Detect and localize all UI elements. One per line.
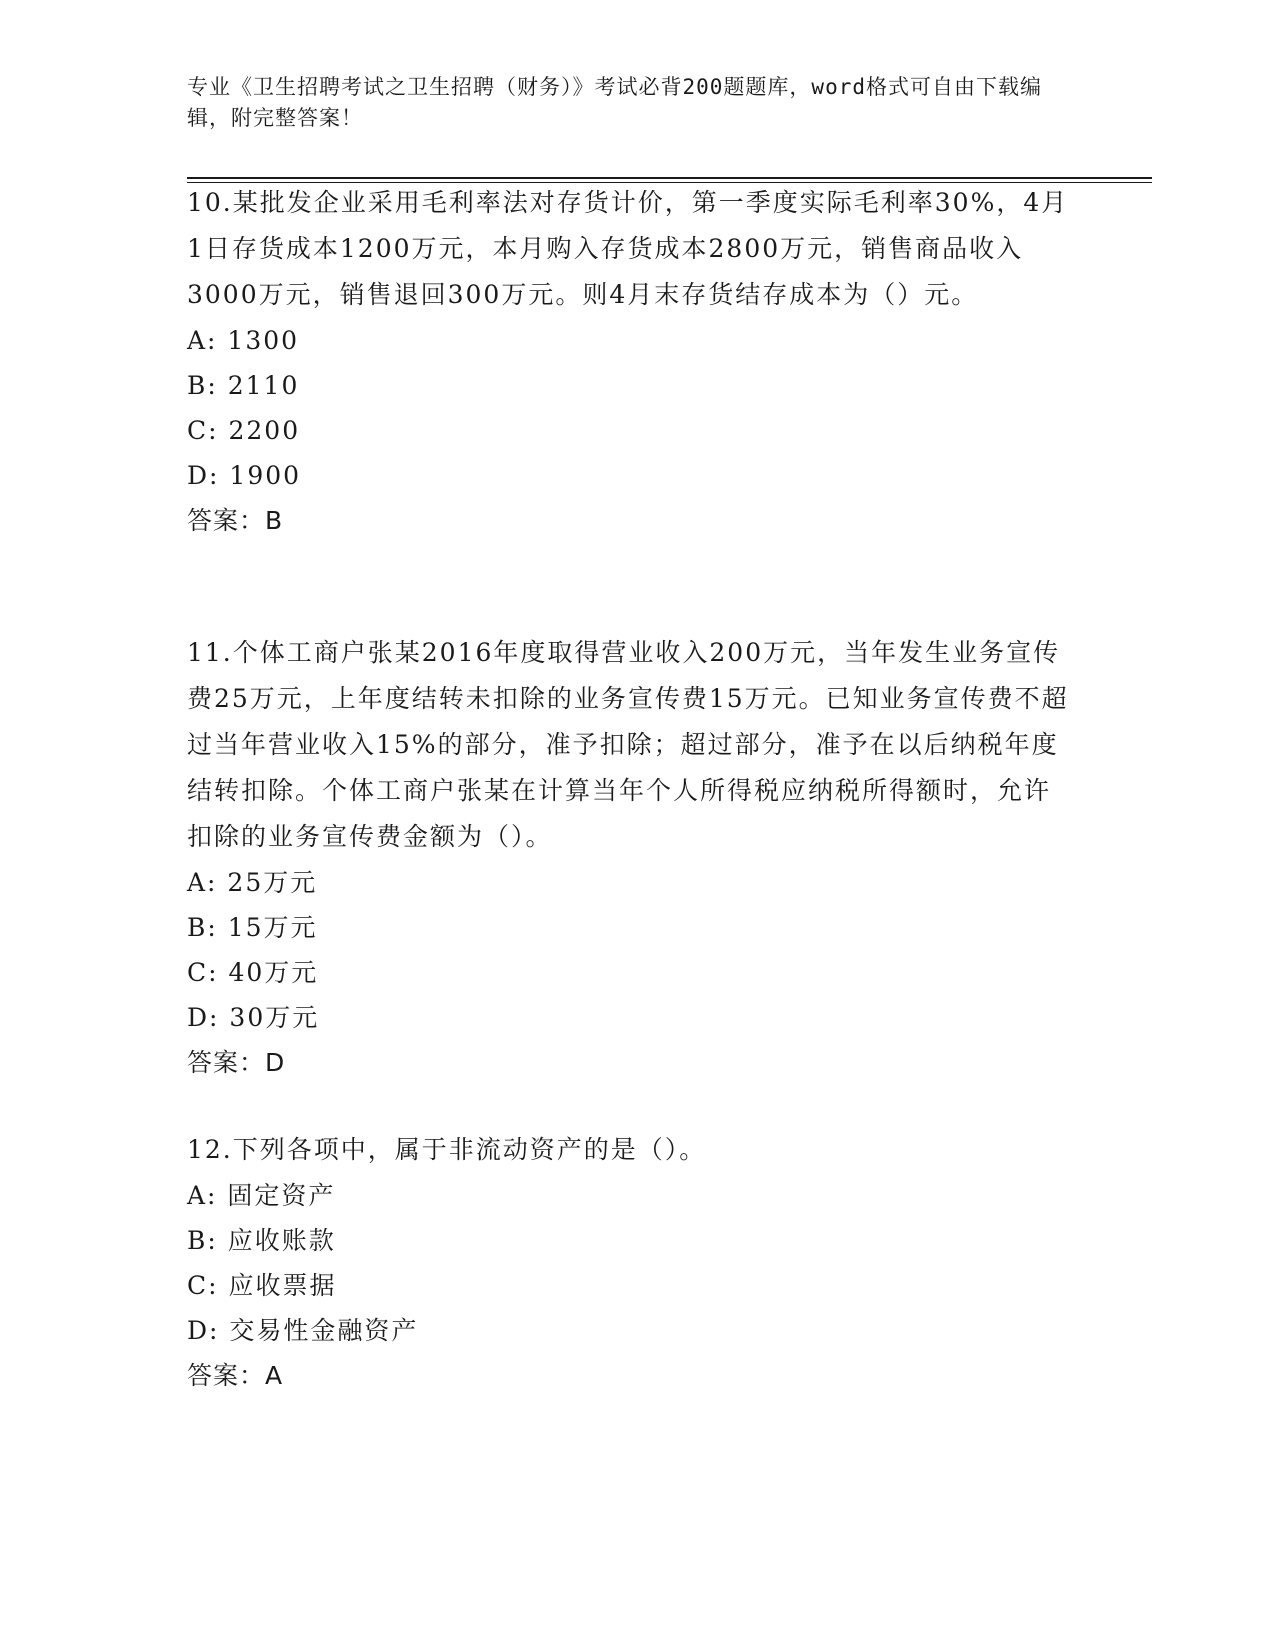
option-a: A: 固定资产 — [187, 1181, 336, 1210]
header-divider-thick — [187, 177, 1152, 179]
option-c: C: 40万元 — [187, 958, 319, 987]
answer-line: 答案：D — [187, 1048, 286, 1077]
question-stem: 10.某批发企业采用毛利率法对存货计价，第一季度实际毛利率30%，4月1日存货成本1200万元，本月购入存货成本2800万元，销售商品收入3000万元，销售退回300万元。则4月末存货结存成本为（）元。 — [187, 188, 1069, 309]
option-a: A: 25万元 — [187, 868, 318, 897]
option-d: D: 30万元 — [187, 1003, 320, 1032]
answer-line: 答案：A — [187, 1361, 284, 1390]
question-10 — [187, 180, 1087, 544]
option-d: D: 1900 — [187, 461, 302, 490]
answer-line: 答案：B — [187, 506, 284, 535]
option-b: B: 2110 — [187, 371, 300, 400]
option-c: C: 2200 — [187, 416, 301, 445]
question-11 — [187, 630, 1087, 1086]
option-b: B: 应收账款 — [187, 1226, 336, 1255]
document-header: 专业《卫生招聘考试之卫生招聘（财务）》考试必背200题题库，word格式可自由下载编辑，附完整答案！ — [187, 75, 1042, 130]
option-a: A: 1300 — [187, 326, 300, 355]
question-stem: 12.下列各项中，属于非流动资产的是（）。 — [187, 1135, 707, 1164]
option-c: C: 应收票据 — [187, 1271, 337, 1300]
question-stem: 11.个体工商户张某2016年度取得营业收入200万元，当年发生业务宣传费25万元，上年度结转未扣除的业务宣传费15万元。已知业务宣传费不超过当年营业收入15%的部分，准予扣除；超过部分，准予在以后纳税年度结转扣除。个体工商户张某在计算当年个人所得税应纳税所得额时，允许扣除的业务宣传费金额为（）。 — [187, 638, 1069, 851]
question-12 — [187, 1127, 1087, 1399]
option-d: D: 交易性金融资产 — [187, 1316, 419, 1345]
option-b: B: 15万元 — [187, 913, 318, 942]
